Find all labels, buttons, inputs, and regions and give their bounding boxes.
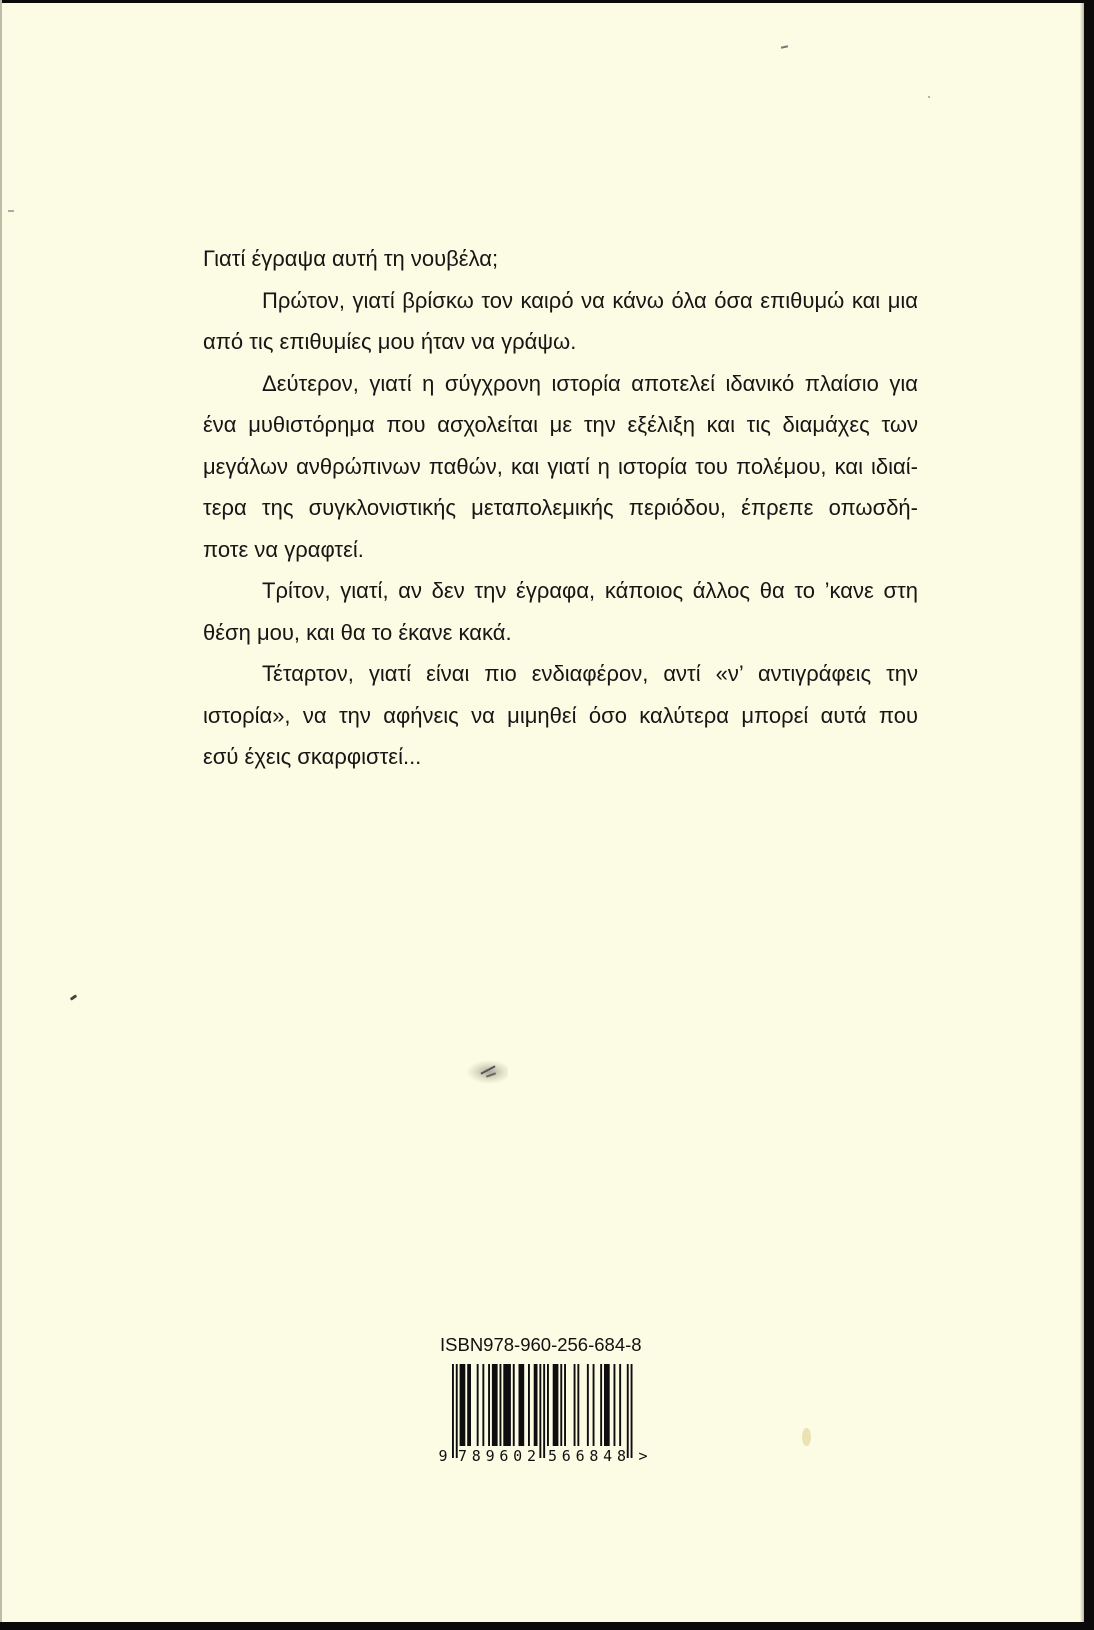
- scan-smudge: [466, 1060, 508, 1084]
- barcode-bar: [560, 1364, 562, 1446]
- paragraph-line: Πρώτον, γιατί βρίσκω τον καιρό να κάνω όλα όσα επιθυμώ και μια: [262, 287, 918, 313]
- scan-speck: [781, 45, 788, 48]
- scan-edge-bottom: [0, 1622, 1094, 1630]
- barcode-bar: [553, 1364, 559, 1446]
- paragraph-fourth-reason: [203, 653, 918, 778]
- paragraph-line: Τρίτον, γιατί, αν δεν την έγραφα, κάποιος άλλος θα το ’κανε στη: [262, 578, 918, 603]
- barcode-bar: [467, 1364, 471, 1446]
- barcode-bar: [460, 1364, 466, 1446]
- paragraph-line: Τέταρτον, γιατί είναι πιο ενδιαφέρον, αντί «ν’ αντιγράφεις την: [262, 661, 918, 686]
- ean-left-digits: 789602: [458, 1447, 536, 1465]
- scan-speck: [70, 994, 77, 1000]
- barcode-guard-bar: [539, 1364, 541, 1458]
- paragraph-line: θέση μου, και θα το έκανε κακά.: [203, 619, 512, 645]
- barcode-bar: [587, 1364, 589, 1446]
- paragraph-third-reason: [203, 570, 918, 653]
- barcode-guard-bar: [627, 1364, 629, 1458]
- paragraph-line: μεγάλων ανθρώπινων παθών, και γιατί η ιστορία του πολέμου, και ιδιαί-: [203, 453, 918, 479]
- barcode-bar: [500, 1364, 502, 1446]
- barcode-guard-bar: [456, 1364, 458, 1458]
- barcode-bars: [452, 1364, 633, 1458]
- barcode-guard-bar: [543, 1364, 545, 1458]
- barcode-bar: [482, 1364, 484, 1446]
- scan-edge-right: [1084, 0, 1094, 1630]
- barcode-bar: [503, 1364, 511, 1446]
- ean-right-digits: 566848: [548, 1447, 626, 1465]
- barcode-bar: [488, 1364, 490, 1446]
- paragraph-line: ποτε να γραφτεί.: [203, 536, 364, 562]
- barcode-bar: [614, 1364, 616, 1446]
- scan-speck: [8, 210, 14, 212]
- barcode-bar: [577, 1364, 579, 1446]
- blurb-text: [203, 238, 918, 778]
- barcode-bar: [574, 1364, 576, 1446]
- barcode-bar: [593, 1364, 595, 1446]
- barcode-bar: [492, 1364, 498, 1446]
- paragraph-line: τερα της συγκλονιστικής μεταπολεμικής περιόδου, έπρεπε οπωσδή-: [203, 495, 918, 520]
- barcode-guard-bar: [452, 1364, 454, 1458]
- paragraph-line: Δεύτερον, γιατί η σύγχρονη ιστορία αποτελεί ιδανικό πλαίσιο για: [262, 370, 918, 396]
- barcode-bar: [604, 1364, 610, 1446]
- barcode-bar: [547, 1364, 549, 1446]
- paragraph-line: ιστορία», να την αφήνεις να μιμηθεί όσο καλύτερα μπορεί αυτά που: [203, 702, 918, 728]
- barcode-bar: [600, 1364, 602, 1446]
- paragraph-line: εσύ έχεις σκαρφιστεί...: [203, 744, 422, 769]
- barcode-bar: [513, 1364, 515, 1446]
- scan-edge-left: [0, 0, 2, 1630]
- paragraph-second-reason: [203, 363, 918, 571]
- paragraph-line: από τις επιθυμίες μου ήταν να γράψω.: [203, 329, 577, 354]
- barcode-bar: [619, 1364, 621, 1446]
- paragraph-line: ένα μυθιστόρημα που ασχολείται με την εξέλιξη και τις διαμάχες των: [203, 412, 918, 437]
- paragraph-first-reason: [203, 280, 918, 363]
- blurb-question: Γιατί έγραψα αυτή τη νουβέλα;: [203, 246, 499, 271]
- barcode-bar: [564, 1364, 566, 1446]
- barcode-bar: [528, 1364, 530, 1446]
- ean-quiet-zone-marker: >: [638, 1447, 648, 1465]
- ean13-barcode: [436, 1360, 650, 1466]
- barcode-bar: [534, 1364, 538, 1446]
- isbn-label: ISBN978-960-256-684-8: [440, 1334, 642, 1355]
- barcode-bar: [519, 1364, 525, 1446]
- barcode-bar: [477, 1364, 479, 1446]
- ean-first-digit: 9: [438, 1447, 448, 1465]
- scan-speck: [928, 96, 930, 98]
- scan-edge-top: [0, 0, 1094, 3]
- barcode-guard-bar: [631, 1364, 633, 1458]
- scan-stain: [802, 1428, 811, 1446]
